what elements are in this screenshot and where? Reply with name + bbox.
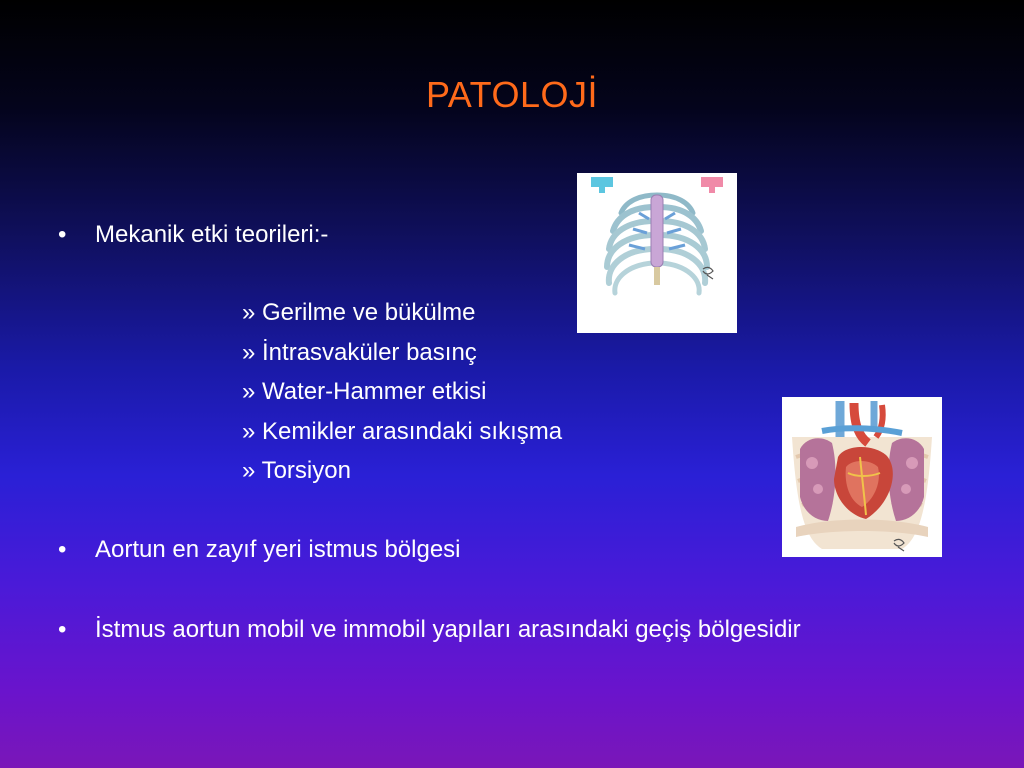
bullet-item [58, 615, 878, 645]
sub-item: » Gerilme ve bükülme [242, 299, 476, 326]
bullet-dot: • [58, 616, 67, 643]
heart-lungs-figure [782, 397, 942, 557]
ribcage-figure [577, 173, 737, 333]
bullet-dot: • [58, 536, 67, 563]
ribcage-icon [577, 173, 737, 333]
bullet-text: İstmus aortun mobil ve immobil yapıları arasındaki geçiş bölgesidir [95, 616, 801, 643]
heart-lungs-icon [782, 397, 942, 557]
sub-item: » Torsiyon [242, 457, 351, 484]
bullet-dot: • [58, 221, 67, 248]
slide-title: PATOLOJİ [425, 74, 599, 115]
bullet-text: Aortun en zayıf yeri istmus bölgesi [95, 536, 461, 563]
sub-item: » Water-Hammer etkisi [242, 378, 487, 405]
bullet-item [58, 535, 738, 565]
sub-item: » İntrasvaküler basınç [242, 339, 477, 366]
bullet-text: Mekanik etki teorileri:- [95, 221, 329, 248]
sub-item: » Kemikler arasındaki sıkışma [242, 418, 563, 445]
bullet-item [58, 220, 518, 250]
